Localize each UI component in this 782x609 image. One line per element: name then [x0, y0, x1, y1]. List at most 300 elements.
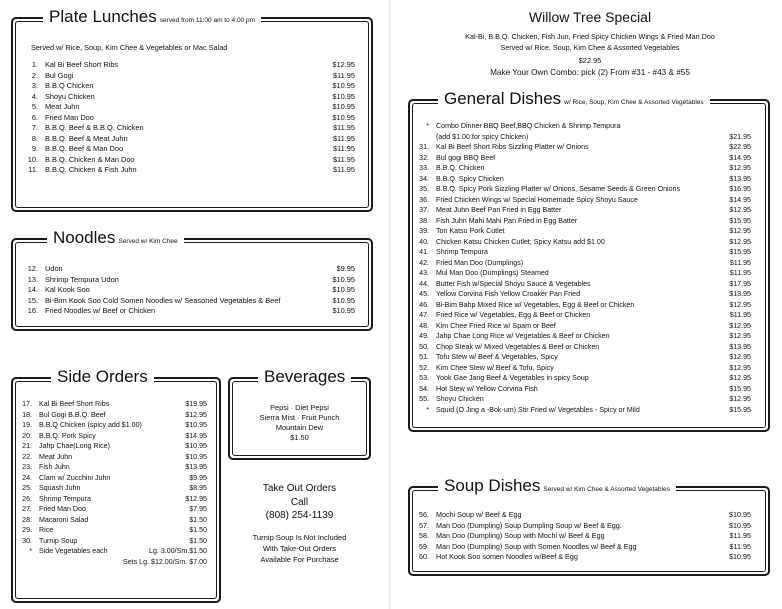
item-number: 9. [31, 144, 38, 153]
menu-item [416, 384, 751, 395]
item-number: 60. [419, 552, 429, 561]
menu-item [25, 144, 355, 155]
item-price: $10.95 [332, 81, 355, 90]
item-number: 24. [22, 473, 32, 482]
item-number: 52. [419, 363, 429, 372]
menu-item [25, 134, 355, 145]
takeout-line: Call [290, 496, 309, 508]
item-name: B.B.Q. Chicken [436, 164, 485, 172]
item-price: $12.95 [729, 206, 751, 214]
item-name: Fried Rice w/ Vegetables, Egg & Beef or Chicken [436, 311, 591, 319]
beverage-list [230, 403, 369, 443]
item-name: Meat Juhn [39, 452, 73, 461]
item-number: 19. [22, 421, 32, 429]
item-price: $12.95 [729, 164, 751, 172]
item-price: $8.95 [189, 484, 207, 492]
item-price: $12.95 [729, 395, 751, 403]
menu-item [25, 92, 355, 103]
item-number: 3. [31, 81, 38, 90]
item-number: 16. [27, 306, 38, 315]
item-name: Kim Chee Fried Rice w/ Spam or Beef [436, 321, 556, 330]
menu-item [19, 536, 207, 547]
menu-item [25, 60, 355, 71]
item-price: $15.95 [729, 405, 751, 414]
menu-item [25, 296, 355, 307]
item-name: Turnip Soup [39, 536, 78, 545]
menu-item [416, 121, 751, 132]
item-name: Shrimp Tempura Udon [45, 274, 119, 284]
item-price: $12.95 [729, 332, 751, 340]
item-number: 6. [31, 112, 38, 122]
item-price: Lg. 3.00/Sm.$1.50 [149, 547, 207, 555]
side-orders-list [19, 399, 207, 567]
soup-dishes-panel [408, 476, 770, 576]
item-name: Bi-Bim Bahp Mixed Rice w/ Vegetables, Egg & Beef or Chicken [436, 300, 635, 309]
item-name: Mochi Soup w/ Beef & Egg [436, 510, 522, 519]
item-price: $11.95 [729, 269, 751, 277]
item-name: B.B.Q. Beef & B.B.Q. Chicken [45, 123, 144, 132]
menu-item [416, 352, 751, 363]
takeout-note-line: Turnip Soup Is Not Included [252, 533, 347, 542]
item-name: Bul Gogi [45, 70, 74, 80]
takeout-info [228, 482, 371, 523]
item-price: $10.95 [185, 452, 207, 461]
item-price: $7.95 [189, 505, 207, 513]
item-number: 40. [419, 237, 429, 246]
menu-item [19, 462, 207, 473]
noodles-heading [47, 229, 184, 251]
item-number: 46. [419, 300, 429, 309]
takeout-note-line: Available For Purchase [260, 555, 339, 564]
special-price: $22.95 [578, 56, 602, 65]
menu-item [416, 205, 751, 216]
menu-item [19, 546, 207, 557]
menu-item [416, 247, 751, 258]
menu-item [416, 363, 751, 374]
item-price: $9.95 [336, 264, 355, 273]
menu-item [416, 510, 751, 521]
item-number: 23. [22, 463, 32, 471]
menu-item [25, 155, 355, 166]
item-number: 38. [419, 216, 429, 225]
item-name: Bi-Bim Kook Soo Cold Somen Noodles w/ Seasoned Vegetables & Beef [45, 295, 281, 305]
item-price: $13.95 [185, 463, 207, 471]
menu-item [416, 405, 751, 416]
section-title: Noodles [53, 228, 116, 247]
item-price: $1.50 [189, 515, 207, 524]
item-name: Bul Gogi B.B.Q. Beef [39, 410, 106, 419]
menu-item [416, 300, 751, 311]
item-price: $11.95 [729, 531, 751, 540]
takeout-line: Take Out Orders [262, 483, 337, 494]
served-with-note: w/ Rice, Soup, Kim Chee & Assorted Vegetables [564, 99, 704, 106]
item-name: B.B.Q. Spicy Chicken [436, 174, 504, 183]
menu-item [19, 525, 207, 536]
item-number: 53. [419, 374, 429, 382]
item-name: Shrimp Tempura [39, 494, 91, 503]
item-name: B.B.Q. Pork Spicy [39, 431, 96, 440]
item-price: $13.95 [729, 290, 751, 298]
item-number: 39. [419, 227, 429, 235]
special-served-with: Served w/ Rice, Soup, Kim Chee & Assorted Vegetables [500, 42, 680, 52]
menu-item [416, 321, 751, 332]
item-name: Hot Kook Soo somen Noodles w/Beef & Egg [436, 552, 578, 561]
item-name: Fried Man Doo [39, 505, 86, 513]
item-name: Fish Juhn [39, 463, 70, 471]
served-with-note: Served w/ Kim Chee & Assorted Vegetables [543, 486, 670, 493]
served-with-note: Served w/ Rice, Soup, Kim Chee & Vegetables or Mac Salad [31, 43, 228, 52]
menu-item [25, 123, 355, 134]
section-title: Soup Dishes [444, 476, 541, 495]
item-price: $10.95 [332, 306, 355, 315]
menu-item [416, 153, 751, 164]
item-name: Man Doo (Dumpling) Soup with Mochi w/ Beef & Egg [436, 531, 605, 540]
item-name: Rice [39, 526, 54, 534]
item-number: 56. [419, 510, 429, 519]
menu-item [416, 132, 751, 143]
plate-lunches-list [25, 60, 355, 176]
beverage-price: $1.50 [290, 433, 309, 442]
menu-item [416, 310, 751, 321]
item-price: $14.95 [729, 153, 751, 162]
section-title: Side Orders [57, 367, 148, 386]
item-price: $15.95 [729, 384, 751, 393]
item-number: 55. [419, 395, 429, 403]
item-name: Shoyu Chicken [45, 91, 95, 101]
item-number: 8. [31, 133, 38, 143]
item-number: 34. [419, 174, 429, 183]
item-name: B.B.Q. Beef & Man Doo [45, 144, 124, 153]
item-name: Kal Bi Beef Short Ribs [45, 60, 119, 69]
menu-item [25, 81, 355, 92]
item-name: Fried Chicken Wings w/ Special Homemade Spicy Shoyu Sauce [436, 195, 638, 204]
item-name: Clam w/ Zucchini Juhn [39, 473, 111, 482]
menu-item [416, 394, 751, 405]
item-number: 31. [419, 143, 429, 151]
item-price [749, 121, 751, 132]
item-price: $12.95 [729, 374, 751, 382]
menu-item [416, 289, 751, 300]
menu-item [416, 226, 751, 237]
item-number: 54. [419, 384, 429, 393]
serving-hours: served from 11:00 am to 4:00 pm [159, 17, 256, 24]
item-price: $12.95 [729, 353, 751, 361]
item-number: 49. [419, 332, 429, 340]
item-number [416, 132, 436, 143]
item-number: 33. [419, 164, 429, 172]
item-name: Fried Noodles w/ Beef or Chicken [45, 306, 156, 315]
section-title: General Dishes [444, 89, 562, 108]
item-name: Squash Juhn [39, 484, 81, 492]
item-number: 18. [22, 410, 32, 419]
special-title: Willow Tree Special [528, 9, 652, 25]
item-number: 15. [27, 295, 38, 305]
item-number: 43. [419, 269, 429, 277]
item-name: (add $1.00 for spicy Chicken) [436, 132, 529, 141]
item-price: $13.95 [729, 174, 751, 183]
menu-item [19, 504, 207, 515]
menu-item [19, 473, 207, 484]
plate-lunches-heading [43, 8, 261, 30]
item-name: Butter Fish w/Special Shoyu Sauce & Vegetables [436, 279, 591, 288]
item-number: * [426, 122, 429, 130]
menu-item [416, 258, 751, 269]
item-number: 20. [22, 431, 32, 440]
item-name: B.B.Q. Chicken & Fish Juhn [45, 165, 137, 174]
menu-item [416, 195, 751, 206]
item-name: Kal Kook Soo [45, 285, 90, 294]
item-number: 25. [22, 484, 32, 492]
item-price: $12.95 [185, 494, 207, 503]
item-price: $11.95 [729, 541, 751, 551]
item-price: $22.95 [729, 143, 751, 151]
item-name: Shrimp Tempura [436, 248, 488, 256]
item-price: $13.95 [729, 342, 751, 351]
served-with-note: Served w/ Kim Chee [118, 238, 178, 245]
item-price: $11.95 [332, 123, 355, 132]
item-price: Sets Lg. $12.00/Sm. $7.00 [123, 557, 207, 566]
item-name: Shoyu Chicken [436, 395, 484, 403]
item-number: 28. [22, 515, 32, 524]
item-name: Tofu Stew w/ Beef & Vegetables, Spicy [436, 353, 558, 361]
page-fold [389, 0, 391, 609]
item-name: Jahp Chae Long Rice w/ Vegetables & Beef or Chicken [436, 332, 610, 340]
item-price: $11.95 [332, 165, 355, 174]
item-price: $11.95 [332, 144, 355, 153]
item-price: $10.95 [332, 102, 355, 111]
item-price: $11.95 [729, 311, 751, 319]
item-number: 7. [31, 123, 38, 132]
item-number: 42. [419, 258, 429, 267]
beverage-line: Mountain Dew [275, 423, 324, 432]
menu-item [416, 331, 751, 342]
item-number: 57. [419, 520, 429, 530]
item-name: Meat Juhn [45, 102, 80, 111]
item-name: B.B.Q. Beef & Meat Juhn [45, 133, 128, 143]
menu-item [416, 174, 751, 185]
item-price: $11.95 [332, 154, 355, 164]
item-number: 4. [31, 91, 38, 101]
menu-item [416, 373, 751, 384]
item-price: $17.95 [729, 279, 751, 288]
item-number: 47. [419, 311, 429, 319]
item-number: 50. [419, 342, 429, 351]
item-price: $19.95 [185, 400, 207, 408]
menu-item [416, 542, 751, 553]
item-number: 58. [419, 531, 429, 540]
item-price: $10.95 [332, 112, 355, 122]
item-name: Fried Man Doo (Dumplings) [436, 258, 524, 267]
item-name: B.B.Q. Spicy Pork Sizzling Platter w/ Onions, Sesame Seeds & Green Onions [436, 185, 681, 193]
noodles-panel [11, 228, 373, 331]
menu-item [416, 552, 751, 563]
item-price: $11.95 [332, 133, 355, 143]
section-title: Plate Lunches [49, 7, 157, 26]
item-price: $12.95 [729, 321, 751, 330]
item-price: $10.95 [185, 442, 207, 450]
item-price: $9.95 [189, 473, 207, 482]
item-price: $1.50 [189, 536, 207, 545]
item-price: $12.95 [185, 410, 207, 419]
item-number: 51. [419, 353, 429, 361]
menu-item [25, 113, 355, 124]
item-name: Chicken Katsu Chicken Cutlet; Spicy Katsu add $1.00 [436, 237, 605, 246]
item-name: Kal Bi Beef Short Ribs [39, 400, 110, 408]
menu-item [416, 342, 751, 353]
menu-item [25, 275, 355, 286]
item-price: $14.95 [185, 431, 207, 440]
takeout-phone[interactable]: (808) 254-1139 [265, 510, 334, 521]
menu-item [19, 399, 207, 410]
menu-item [416, 184, 751, 195]
item-name: B.B.Q. Chicken & Man Doo [45, 154, 135, 164]
item-number: 11. [28, 165, 38, 174]
item-price: $10.95 [332, 274, 355, 284]
item-name: Squid (O Jing a -Bok-um) Stir Fried w/ Vegetables - Spicy or Mild [436, 405, 640, 414]
item-price: $12.95 [332, 60, 355, 69]
takeout-note [228, 532, 371, 565]
menu-item [19, 483, 207, 494]
item-price: $15.95 [729, 248, 751, 256]
menu-item [25, 264, 355, 275]
general-dishes-list [416, 121, 751, 415]
item-name: Meat Juhn Beef Pan Fried in Egg Batter [436, 206, 562, 214]
item-name: B.B.Q Chicken (spicy add $1.00) [39, 421, 142, 429]
general-dishes-heading [438, 90, 710, 112]
menu-item [25, 165, 355, 176]
menu-item [416, 163, 751, 174]
item-price: $21.95 [729, 132, 751, 141]
item-price: $10.95 [332, 91, 355, 101]
item-number: 14. [27, 285, 38, 294]
beverages-heading [258, 368, 351, 387]
item-price: $10.95 [332, 295, 355, 305]
item-number: 27. [22, 505, 32, 513]
item-name: Yook Gae Jang Beef & Vegetables in spicy Soup [436, 374, 589, 382]
item-name: Kim Chee Stew w/ Beef & Tofu, Spicy [436, 363, 554, 372]
item-price: $10.95 [729, 520, 751, 530]
item-number: 36. [419, 195, 429, 204]
beverage-line: Pepsi · Diet Pepsi [270, 403, 329, 412]
special-description: Kal-Bi, B.B.Q. Chicken, Fish Jun, Fried Spicy Chicken Wings & Fried Man Doo [465, 32, 715, 41]
item-number: 29. [22, 526, 32, 534]
item-name: Bul gogi BBQ Beef [436, 153, 496, 162]
item-price: $12.95 [729, 227, 751, 235]
soup-dishes-heading [438, 477, 676, 499]
item-price: $10.95 [185, 421, 207, 429]
item-number: 35. [419, 185, 429, 193]
item-number: 21. [22, 442, 32, 450]
item-number: 59. [419, 541, 429, 551]
menu-item [19, 494, 207, 505]
item-name: Hot Stew w/ Yellow Corvina Fish [436, 384, 538, 393]
item-name: Macaroni Salad [39, 515, 89, 524]
item-name: Udon [45, 264, 63, 273]
menu-item [19, 452, 207, 463]
item-number: 26. [22, 494, 32, 503]
item-number: * [29, 547, 32, 555]
item-number [19, 557, 39, 568]
item-name: Man Doo (Dumpling) Soup Dumpling Soup w/ Beef & Egg. [436, 520, 622, 530]
menu-item [416, 237, 751, 248]
item-price: $12.95 [729, 300, 751, 309]
item-name: Fish Juhn Mahi Mahi Pan Fried in Egg Batter [436, 216, 578, 225]
menu-item [416, 142, 751, 153]
item-number: 1. [31, 60, 38, 69]
item-number: 12. [27, 264, 38, 273]
item-number: 17. [22, 400, 32, 408]
item-price: $12.95 [729, 363, 751, 372]
item-number: 37. [419, 206, 429, 214]
item-price: $16.95 [729, 185, 751, 193]
item-price: $14.95 [729, 195, 751, 204]
item-price: $10.95 [332, 285, 355, 294]
item-price: $1.50 [189, 526, 207, 534]
item-name: Mul Man Doo (Dumplings) Steamed [436, 269, 549, 277]
combo-note: Make Your Own Combo: pick (2) From #31 - #43 & #55 [490, 68, 690, 77]
general-dishes-panel [408, 89, 770, 432]
item-price: $10.95 [729, 552, 751, 561]
item-number: 44. [419, 279, 429, 288]
section-title: Beverages [264, 367, 346, 386]
item-name: Fried Man Doo [45, 112, 94, 122]
plate-lunches-panel [11, 7, 373, 212]
menu-item [25, 102, 355, 113]
item-number: 45. [419, 290, 429, 298]
menu-item [416, 521, 751, 532]
side-orders-panel [11, 367, 221, 603]
item-name: Ton Katsu Pork Cutlet [436, 227, 505, 235]
menu-item [25, 285, 355, 296]
item-name: B.B.Q Chicken [45, 81, 94, 90]
beverages-panel [228, 367, 371, 460]
item-name: Man Doo (Dumpling) Soup with Somen Noodles w/ Beef & Egg [436, 541, 637, 551]
item-number: 5. [31, 102, 38, 111]
item-price: $11.95 [729, 258, 751, 267]
menu-item [416, 531, 751, 542]
item-number: 10. [27, 154, 38, 164]
item-name: Kal Bi Beef Short Ribs Sizzling Platter w/ Onions [436, 143, 589, 151]
menu-item [19, 557, 207, 568]
menu-item [19, 431, 207, 442]
menu-item [19, 441, 207, 452]
item-price: $15.95 [729, 216, 751, 225]
item-name: Jahp Chae(Long Rice) [39, 442, 110, 450]
item-price: $11.95 [332, 70, 355, 80]
item-number: 30. [22, 536, 32, 545]
menu-item [19, 515, 207, 526]
item-name: Side Vegetables each [39, 547, 108, 555]
item-number: 13. [27, 274, 38, 284]
item-number: 2. [31, 70, 38, 80]
beverage-line: Sierra Mist · Fruit Punch [259, 413, 340, 422]
item-name: Chop Steak w/ Mixed Vegetables & Beef or Chicken [436, 342, 600, 351]
menu-item [416, 216, 751, 227]
item-number: 48. [419, 321, 429, 330]
noodles-list [25, 264, 355, 317]
soup-dishes-list [416, 510, 751, 563]
side-orders-heading [51, 368, 154, 387]
item-number: 22. [22, 452, 32, 461]
item-number: 32. [419, 153, 429, 162]
menu-item [19, 420, 207, 431]
item-price: $12.95 [729, 237, 751, 246]
menu-item [19, 410, 207, 421]
item-price: $10.95 [729, 510, 751, 519]
menu-item [25, 71, 355, 82]
menu-item [416, 279, 751, 290]
takeout-note-line: With Take-Out Orders [262, 544, 337, 553]
